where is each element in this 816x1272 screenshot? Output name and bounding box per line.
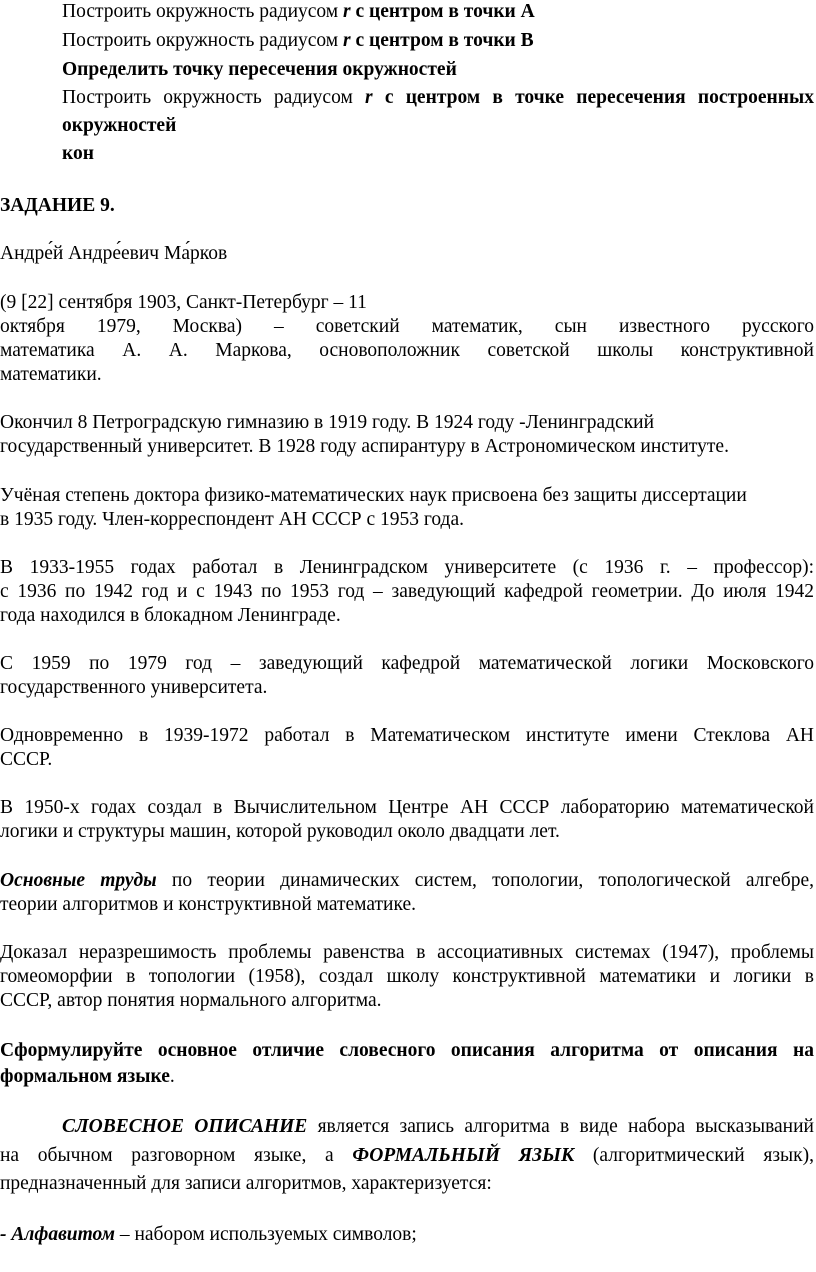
- para-3-line-3: года находился в блокадном Ленинграде.: [0, 605, 341, 626]
- radius-symbol: r: [343, 1, 351, 22]
- question-period: .: [169, 1066, 175, 1087]
- answer-text: – набором используемых символов;: [114, 1224, 417, 1245]
- para-6-line-1: В 1950-х годах создал в Вычислительном Центре АН СССР лабораторию математической: [0, 797, 814, 818]
- para-5-line-1: Одновременно в 1939-1972 работал в Математическом институте имени Стеклова АН: [0, 725, 814, 746]
- answer-text: на обычном разговорном языке, а: [0, 1145, 353, 1166]
- alphabet-term: - Алфавитом: [0, 1224, 115, 1245]
- para-1-line-1: Окончил 8 Петроградскую гимназию в 1919 году. В 1924 году -Ленинградский: [0, 412, 655, 433]
- para-2-line-1: Учёная степень доктора физико-математических наук присвоена без защиты диссертации: [0, 485, 747, 506]
- step-text-bold: с центром в точке пересечения построенных: [372, 87, 814, 108]
- step-line-6: кон: [62, 143, 94, 164]
- person-name: Андре́й Андре́евич Ма́рков: [0, 243, 228, 264]
- para-7-line-2: теории алгоритмов и конструктивной математике.: [0, 894, 417, 915]
- para-8-line-2: гомеоморфии в топологии (1958), создал школу конструктивной математики и логики в: [0, 966, 814, 987]
- bio-line-3: математика А. А. Маркова, основоположник советской школы конструктивной: [0, 340, 814, 361]
- question-line-1: Сформулируйте основное отличие словесного описания алгоритма от описания на: [0, 1040, 814, 1061]
- step-text: Построить окружность радиусом: [62, 1, 344, 22]
- step-line-3: Определить точку пересечения окружностей: [62, 59, 457, 80]
- answer-text: (алгоритмический язык),: [574, 1145, 814, 1166]
- para-5-line-2: СССР.: [0, 749, 53, 770]
- answer-line-1: [62, 1115, 814, 1139]
- bio-line-4: математики.: [0, 364, 102, 385]
- para-6-line-2: логики и структуры машин, которой руководил около двадцати лет.: [0, 821, 560, 842]
- question-line-2: [0, 1065, 175, 1089]
- formal-language-term: ФОРМАЛЬНЫЙ ЯЗЫК: [352, 1145, 575, 1166]
- radius-symbol: r: [365, 87, 373, 108]
- step-line-5: окружностей: [62, 115, 177, 136]
- answer-line-4: [0, 1223, 417, 1247]
- step-text: Построить окружность радиусом: [62, 30, 344, 51]
- task-heading: ЗАДАНИЕ 9.: [0, 195, 115, 216]
- question-bold-text: формальном языке: [0, 1066, 170, 1087]
- step-line-2: [62, 29, 534, 53]
- step-line-1: [62, 0, 535, 24]
- answer-text: является запись алгоритма в виде набора высказываний: [307, 1116, 814, 1137]
- bio-line-2: октября 1979, Москва) – советский математик, сын известного русского: [0, 316, 814, 337]
- step-line-4: [62, 86, 814, 110]
- step-text-bold: с центром в точки В: [350, 30, 534, 51]
- para-3-line-1: В 1933-1955 годах работал в Ленинградском университете (с 1936 г. – профессор):: [0, 557, 814, 578]
- para-1-line-2: государственный университет. В 1928 году аспирантуру в Астрономическом институте.: [0, 436, 729, 457]
- answer-line-3: предназначенный для записи алгоритмов, характеризуется:: [0, 1173, 492, 1194]
- para-8-line-3: СССР, автор понятия нормального алгоритма.: [0, 990, 382, 1011]
- para-8-line-1: Доказал неразрешимость проблемы равенства в ассоциативных системах (1947), проблемы: [0, 942, 814, 963]
- verbal-description-term: СЛОВЕСНОЕ ОПИСАНИЕ: [62, 1116, 308, 1137]
- answer-line-2: [0, 1144, 814, 1168]
- bio-line-1: (9 [22] сентября 1903, Санкт-Петербург – 11: [0, 292, 367, 313]
- para-2-line-2: в 1935 году. Член-корреспондент АН СССР с 1953 года.: [0, 509, 465, 530]
- para-4-line-2: государственного университета.: [0, 677, 268, 698]
- para-7-line-1: [0, 869, 814, 893]
- para-4-line-1: С 1959 по 1979 год – заведующий кафедрой математической логики Московского: [0, 653, 814, 674]
- para-7-text: по теории динамических систем, топологии, топологической алгебре,: [156, 870, 815, 891]
- para-3-line-2: с 1936 по 1942 год и с 1943 по 1953 год – заведующий кафедрой геометрии. До июля 1942: [0, 581, 814, 602]
- radius-symbol: r: [343, 30, 351, 51]
- main-works-emphasis: Основные труды: [0, 870, 157, 891]
- step-text-bold: с центром в точки А: [350, 1, 535, 22]
- step-text: Построить окружность радиусом: [62, 87, 366, 108]
